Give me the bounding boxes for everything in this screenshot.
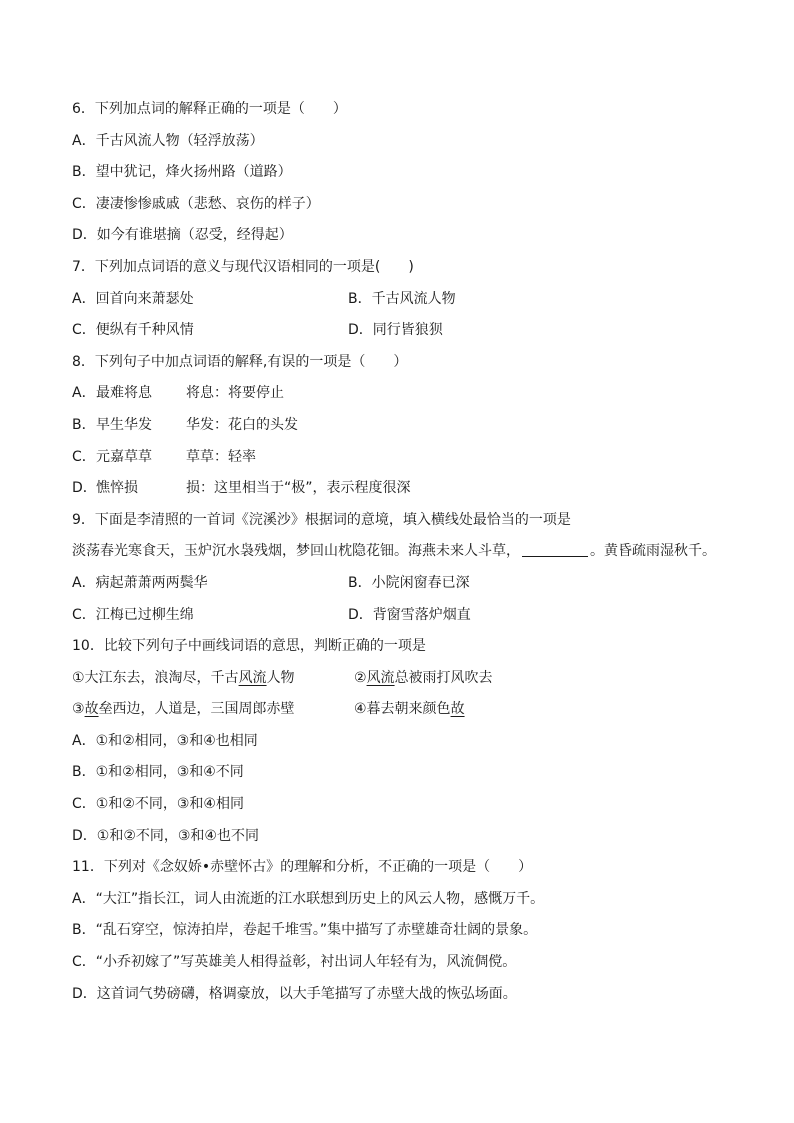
q6-option-d: D．如今有谁堪摘（忍受，经得起）: [72, 227, 293, 244]
q10-sentence-3: [72, 700, 354, 719]
q10-sentence-text: 人物: [266, 669, 295, 686]
q6-stem: 6．下列加点词的解释正确的一项是（ ）: [72, 101, 347, 117]
q10-sentences-row-2: [72, 700, 732, 732]
q8-option-term: 元嘉草草: [96, 448, 152, 465]
q10-sentence-2: [354, 670, 493, 686]
q9-option-a: A．病起萧萧两两鬓华: [72, 574, 208, 591]
q10-option-c: C．①和②不同，③和④相同: [72, 796, 244, 813]
q10-sentence-text: ①大江东去，浪淘尽，千古: [72, 669, 239, 686]
q8-option-a: [72, 384, 732, 416]
q6-option-c: C．凄凄惨惨戚戚（悲愁、哀伤的样子）: [72, 195, 320, 212]
q6-option-b: B．望中犹记，烽火扬州路（道路）: [72, 164, 292, 181]
q9-poem: [72, 542, 732, 574]
q8-option-label: B．: [72, 416, 96, 433]
q10-underlined-word: 风流: [238, 669, 267, 686]
q7-stem: 7．下列加点词语的意义与现代汉语相同的一项是( ): [72, 258, 414, 275]
q8-option-explain: 损：这里相当于“极”，表示程度很深: [186, 480, 411, 497]
q10-option-b: B．①和②相同，③和④不同: [72, 764, 244, 781]
q11-option-d: D．这首词气势磅礴，格调豪放，以大手笔描写了赤壁大战的恢弘场面。: [72, 985, 517, 1002]
q10-sentences-row-1: [72, 669, 732, 701]
q10-option-d: D．①和②不同，③和④也不同: [72, 827, 259, 844]
q8-option-label: C．: [72, 448, 96, 465]
q10-sentence-text: 总被雨打风吹去: [394, 669, 493, 686]
fill-in-blank: [522, 542, 588, 557]
q10-sentence-text: 垒西边，人道是，三国周郎赤壁: [98, 701, 295, 718]
q11-option-a: A．“大江”指长江，词人由流逝的江水联想到历史上的风云人物，感慨万千。: [72, 890, 545, 907]
q8-option-explain: 草草：轻率: [186, 448, 256, 465]
q9-options-row-2: [72, 606, 732, 638]
q10-stem: 10．比较下列句子中画线词语的意思，判断正确的一项是: [72, 638, 426, 655]
q7-option-c: C．便纵有千种风情: [72, 322, 194, 339]
q9-option-b: B．小院闲窗春已深: [348, 574, 470, 591]
q8-option-explain: 华发：花白的头发: [186, 416, 298, 433]
q10-sentence-text: ④暮去朝来颜色: [354, 701, 451, 718]
q7-option-b: B．千古风流人物: [348, 290, 456, 307]
q9-option-d: D．背窗雪落炉烟直: [348, 606, 471, 623]
q9-option-c: C．江梅已过柳生绵: [72, 606, 194, 623]
exam-page: [72, 100, 732, 1016]
q9-options-row-1: [72, 574, 732, 606]
q8-option-explain: 将息：将要停止: [186, 385, 284, 402]
q8-option-c: [72, 448, 732, 480]
q10-sentence-1: [72, 669, 354, 688]
q11-stem: 11．下列对《念奴娇•赤壁怀古》的理解和分析，不正确的一项是（ ）: [72, 859, 533, 876]
q10-underlined-word: 故: [84, 701, 99, 718]
q8-option-label: D．: [72, 480, 97, 497]
q6-option-a: A．千古风流人物（轻浮放荡）: [72, 132, 264, 149]
q9-poem-before: 淡荡春光寒食天，玉炉沉水袅残烟，梦回山枕隐花钿。海燕未来人斗草，: [72, 543, 520, 560]
q10-sentence-text: ②: [354, 669, 367, 686]
q10-option-a: A．①和②相同，③和④也相同: [72, 732, 258, 749]
q11-option-c: C．“小乔初嫁了”写英雄美人相得益彰，衬出词人年轻有为，风流倜傥。: [72, 954, 517, 971]
q7-options-row-1: [72, 290, 732, 322]
q10-underlined-word: 风流: [366, 669, 395, 686]
q11-option-b: B．“乱石穿空，惊涛拍岸，卷起千堆雪。”集中描写了赤壁雄奇壮阔的景象。: [72, 922, 538, 939]
q9-stem: 9．下面是李清照的一首词《浣溪沙》根据词的意境，填入横线处最恰当的一项是: [72, 511, 571, 528]
q7-option-d: D．同行皆狼狈: [348, 322, 443, 339]
q10-sentence-text: ③: [72, 701, 85, 718]
q8-option-term: 早生华发: [96, 416, 152, 433]
q7-option-a: A．回首向来萧瑟处: [72, 290, 194, 307]
q10-sentence-4: [354, 701, 465, 717]
q8-option-label: A．: [72, 385, 96, 402]
q7-options-row-2: [72, 321, 732, 353]
q8-option-d: [72, 479, 732, 511]
q10-underlined-word: 故: [450, 701, 465, 718]
q8-stem: 8．下列句子中加点词语的解释,有误的一项是（ ）: [72, 353, 408, 370]
q9-poem-after: 。黄昏疏雨湿秋千。: [590, 543, 716, 560]
q8-option-term: 最难将息: [96, 385, 152, 402]
q8-option-b: [72, 416, 732, 448]
q8-option-term: 憔悴损: [96, 480, 138, 497]
